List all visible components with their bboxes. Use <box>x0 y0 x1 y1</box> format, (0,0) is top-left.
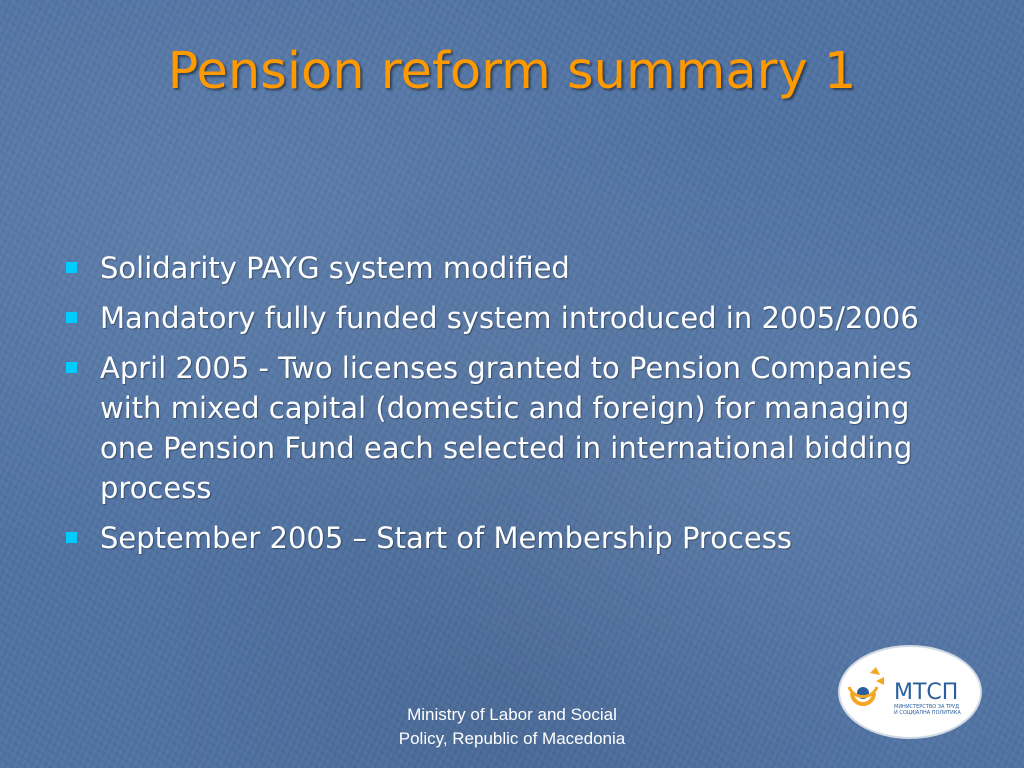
bullet-square-icon <box>66 532 77 543</box>
bullet-text: September 2005 – Start of Membership Process <box>100 521 792 555</box>
bullet-square-icon <box>66 262 77 273</box>
footer-line: Ministry of Labor and Social <box>407 705 617 724</box>
bullet-text: April 2005 - Two licenses granted to Pension Companies with mixed capital (domestic and foreign) for managing one Pension Fund each selected in international bidding process <box>100 351 913 505</box>
bullet-item <box>60 298 960 338</box>
bullet-square-icon <box>66 362 77 373</box>
slide-title: Pension reform summary 1 <box>167 42 857 101</box>
footer-caption <box>362 703 662 751</box>
bullet-text: Mandatory fully funded system introduced in 2005/2006 <box>100 301 919 335</box>
logo-subtitle: МИНИСТЕРСТВО ЗА ТРУД <box>894 704 960 710</box>
logo-subtitle: И СОЦИЈАЛНА ПОЛИТИКА <box>894 710 961 716</box>
footer-line: Policy, Republic of Macedonia <box>398 729 626 748</box>
bullet-item <box>60 348 960 508</box>
bullet-item <box>60 518 960 558</box>
bullet-square-icon <box>66 312 77 323</box>
bullet-text: Solidarity PAYG system modified <box>100 251 570 285</box>
bullet-list <box>60 248 960 568</box>
ministry-logo <box>836 643 984 741</box>
bullet-item <box>60 248 960 288</box>
logo-abbrev: МТСП <box>894 680 959 705</box>
